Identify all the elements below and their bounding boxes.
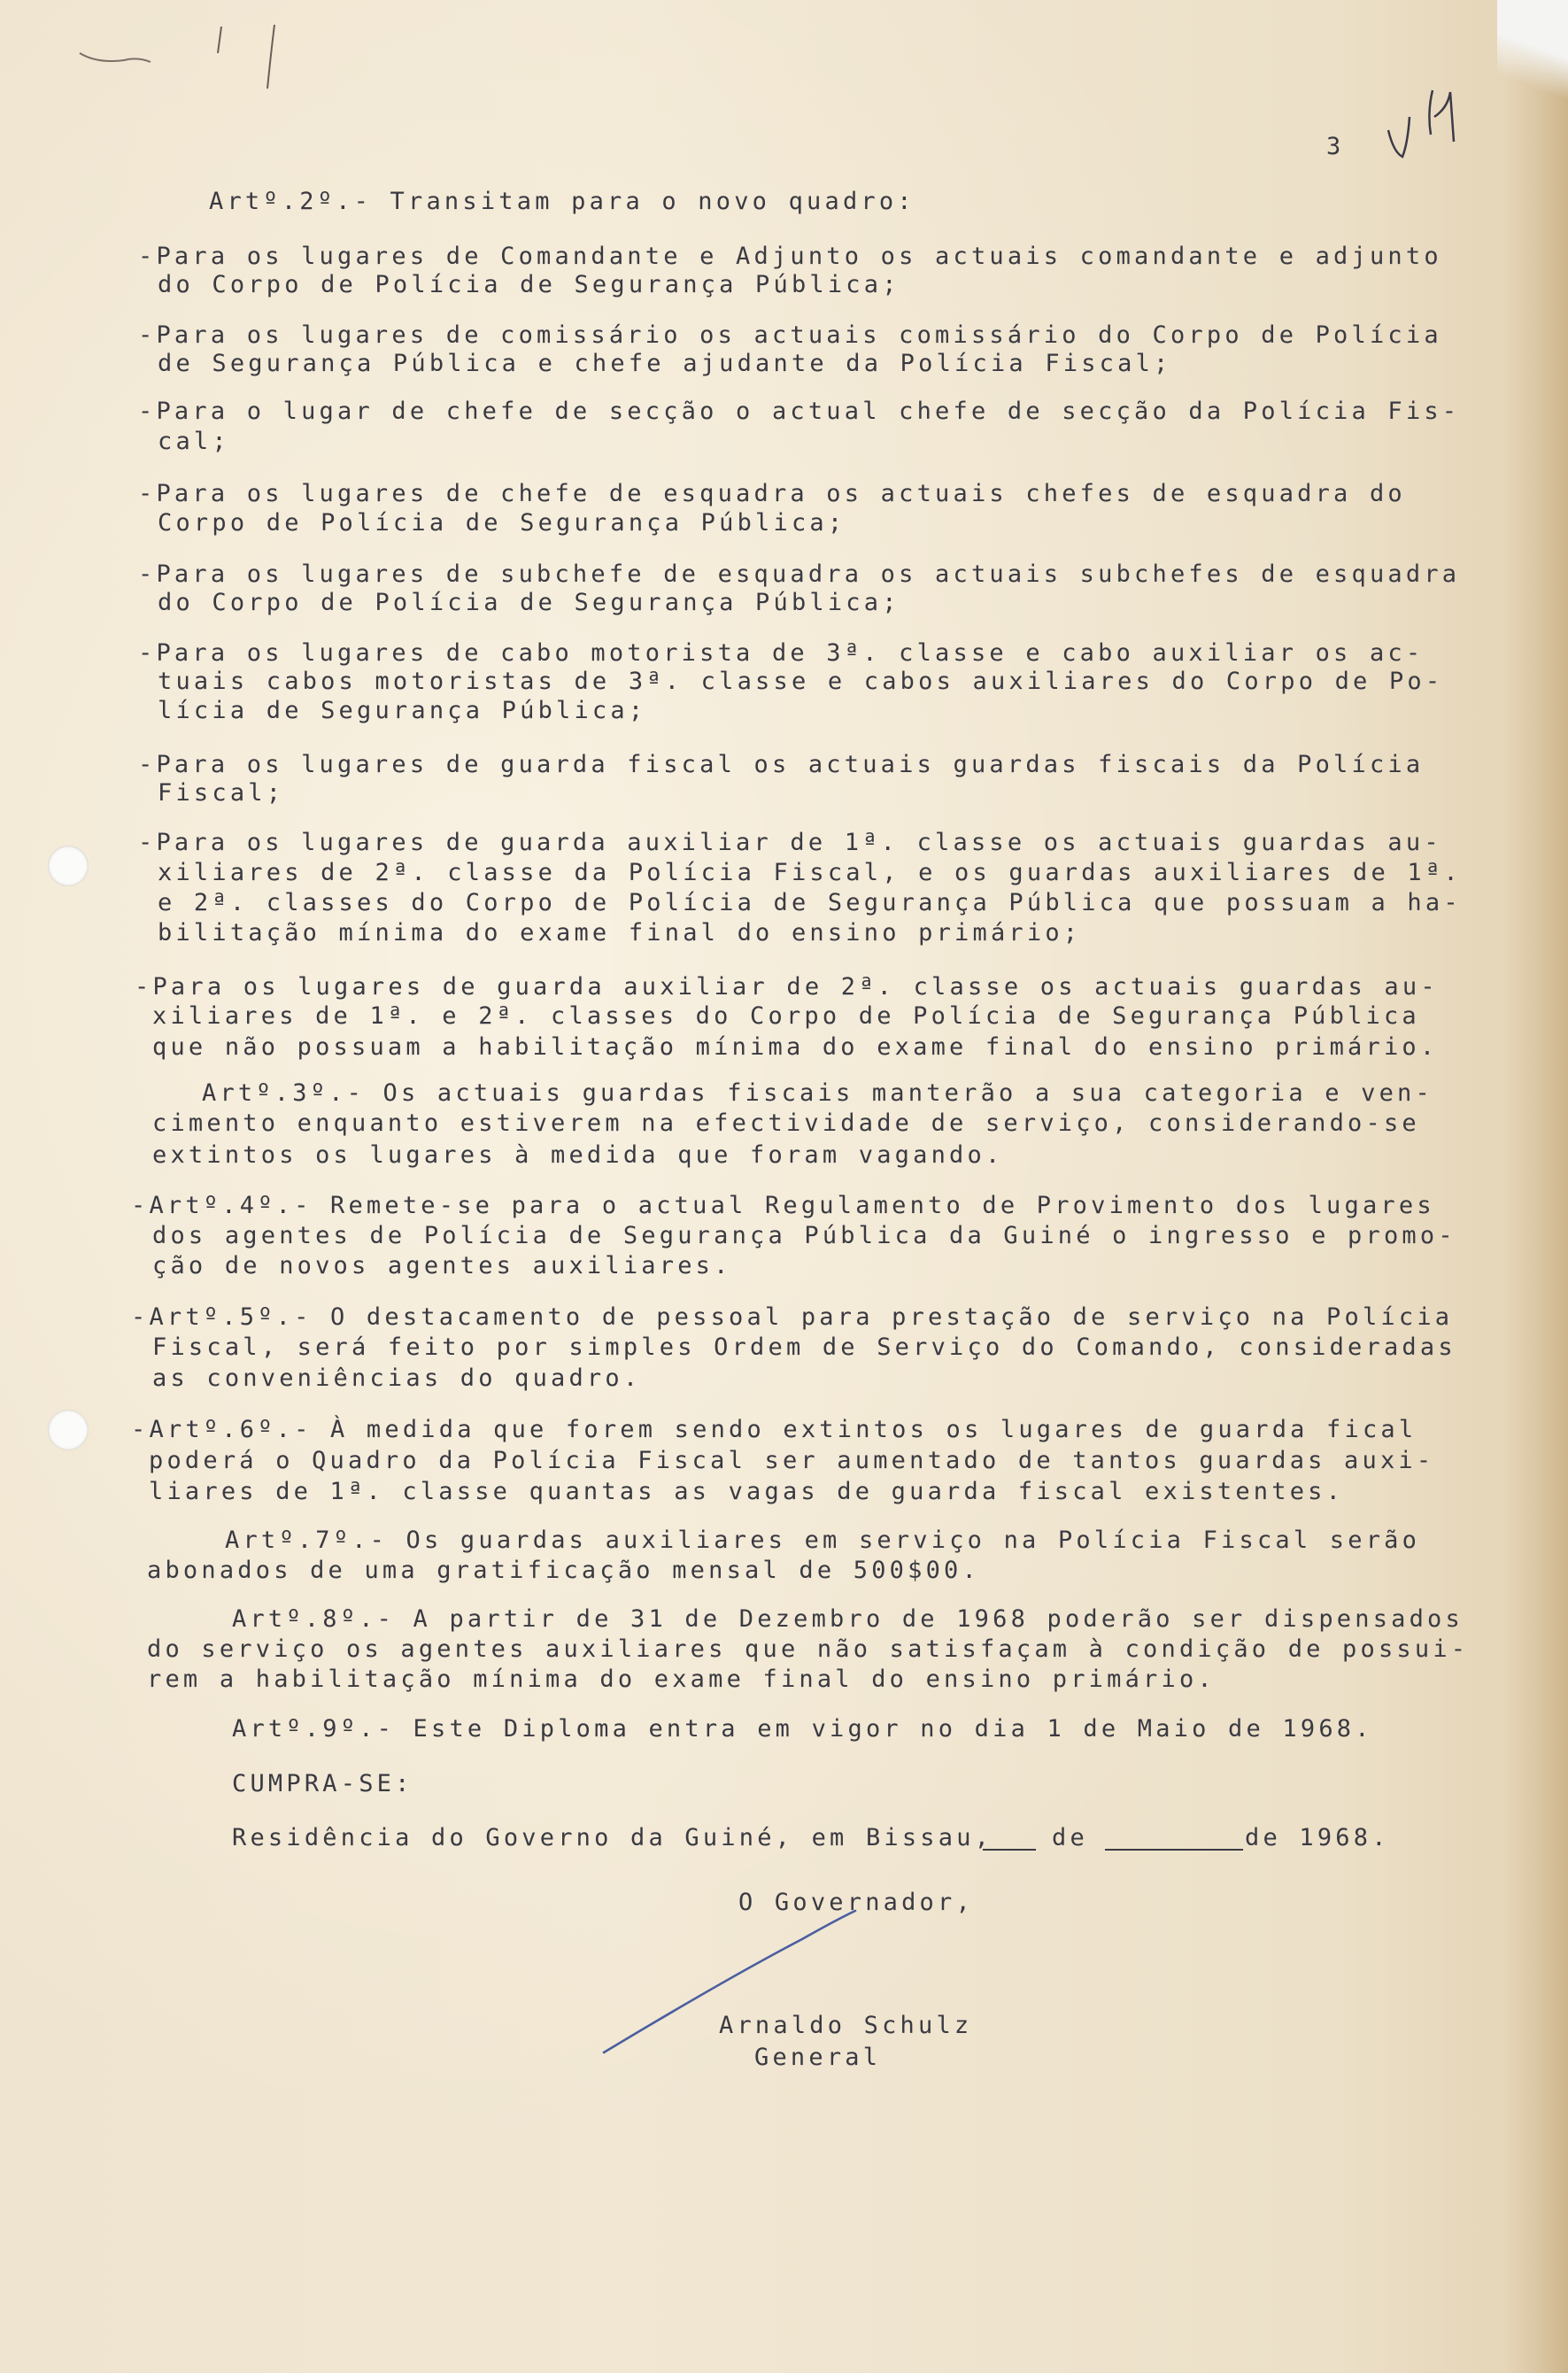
item-line: -Para os lugares de Comandante e Adjunto os actuais comandante e adjunto (138, 243, 1442, 270)
article-6: poderá o Quadro da Polícia Fiscal ser aumentado de tantos guardas auxi- (149, 1447, 1435, 1474)
torn-corner (1497, 0, 1568, 142)
item-line: -Para o lugar de chefe de secção o actual chefe de secção da Polícia Fis- (138, 398, 1461, 425)
item-line: tuais cabos motoristas de 3ª. classe e cabos auxiliares do Corpo de Po- (158, 668, 1444, 695)
item-line: Corpo de Polícia de Segurança Pública; (158, 509, 846, 537)
item-line: -Para os lugares de cabo motorista de 3ª. classe e cabo auxiliar os ac- (138, 639, 1425, 667)
article-6: -Artº.6º.- À medida que forem sendo extintos os lugares de guarda fical (131, 1416, 1417, 1443)
item-line: que não possuam a habilitação mínima do exame final do ensino primário. (152, 1033, 1439, 1061)
signatory-name: Arnaldo Schulz (719, 2012, 973, 2039)
article-9: Artº.9º.- Este Diploma entra em vigor no dia 1 de Maio de 1968. (232, 1715, 1373, 1743)
item-line: do Corpo de Polícia de Segurança Pública; (158, 589, 900, 616)
article-3: cimento enquanto estiverem na efectividade de serviço, considerando-se (152, 1109, 1420, 1137)
article-5: -Artº.5º.- O destacamento de pessoal para prestação de serviço na Polícia (131, 1303, 1454, 1331)
item-line: -Para os lugares de comissário os actuais comissário do Corpo de Polícia (138, 321, 1442, 349)
item-line: bilitação mínima do exame final do ensino primário; (158, 919, 1082, 947)
article-7: abonados de uma gratificação mensal de 500$00. (147, 1557, 980, 1584)
signatory-rank: General (754, 2044, 882, 2071)
item-line: -Para os lugares de guarda auxiliar de 2ª. classe os actuais guardas au- (135, 973, 1439, 1001)
punch-hole (48, 1410, 89, 1450)
item-line: Fiscal; (158, 779, 285, 807)
page-number: 3 (1326, 133, 1343, 160)
item-line: do Corpo de Polícia de Segurança Pública; (158, 271, 900, 298)
paper-edge-shadow (1506, 0, 1568, 2373)
article-7: Artº.7º.- Os guardas auxiliares em serviço na Polícia Fiscal serão (225, 1527, 1421, 1554)
punch-hole (48, 846, 89, 886)
article-8: rem a habilitação mínima do exame final do ensino primário. (147, 1666, 1216, 1693)
article-4: ção de novos agentes auxiliares. (152, 1252, 732, 1279)
residence-line-start: Residência do Governo da Guiné, em Bissau, (232, 1824, 993, 1851)
residence-line-mid: de (1052, 1824, 1088, 1851)
article-4: dos agentes de Polícia de Segurança Pública da Guiné o ingresso e promo- (152, 1222, 1456, 1249)
item-line: xiliares de 2ª. classe da Polícia Fiscal, e os guardas auxiliares de 1ª. (158, 859, 1462, 886)
item-line: -Para os lugares de guarda fiscal os actuais guardas fiscais da Polícia (138, 751, 1425, 778)
item-line: -Para os lugares de chefe de esquadra os actuais chefes de esquadra do (138, 480, 1406, 507)
item-line: lícia de Segurança Pública; (158, 697, 647, 724)
article-4: -Artº.4º.- Remete-se para o actual Regulamento de Provimento dos lugares (131, 1192, 1435, 1219)
residence-line-end: de 1968. (1245, 1824, 1390, 1851)
article-8: Artº.8º.- A partir de 31 de Dezembro de 1968 poderão ser dispensados (232, 1605, 1464, 1633)
day-blank (983, 1833, 1036, 1851)
cumpra-se: CUMPRA-SE: (232, 1770, 413, 1797)
item-line: cal; (158, 428, 230, 455)
article-3: extintos os lugares à medida que foram vagando. (152, 1141, 1004, 1169)
handwritten-folio-mark (1381, 81, 1470, 170)
item-line: -Para os lugares de subchefe de esquadra os actuais subchefes de esquadra (138, 560, 1461, 588)
governor-title: O Governador, (738, 1889, 974, 1916)
article-8: do serviço os agentes auxiliares que não satisfaçam à condição de possui- (147, 1635, 1470, 1663)
item-line: xiliares de 1ª. e 2ª. classes do Corpo de Polícia de Segurança Pública (152, 1002, 1420, 1030)
item-line: e 2ª. classes do Corpo de Polícia de Segurança Pública que possuam a ha- (158, 889, 1462, 916)
article-2-heading: Artº.2º.- Transitam para o novo quadro: (209, 188, 915, 215)
article-6: liares de 1ª. classe quantas as vagas de guarda fiscal existentes. (149, 1478, 1345, 1505)
month-blank (1105, 1833, 1243, 1851)
article-5: Fiscal, será feito por simples Ordem de Serviço do Comando, consideradas (152, 1333, 1456, 1361)
pencil-scribble-mark (71, 18, 301, 97)
item-line: -Para os lugares de guarda auxiliar de 1ª. classe os actuais guardas au- (138, 829, 1442, 856)
item-line: de Segurança Pública e chefe ajudante da Polícia Fiscal; (158, 350, 1172, 377)
article-3: Artº.3º.- Os actuais guardas fiscais manterão a sua categoria e ven- (202, 1079, 1433, 1107)
article-5: as conveniências do quadro. (152, 1364, 642, 1392)
